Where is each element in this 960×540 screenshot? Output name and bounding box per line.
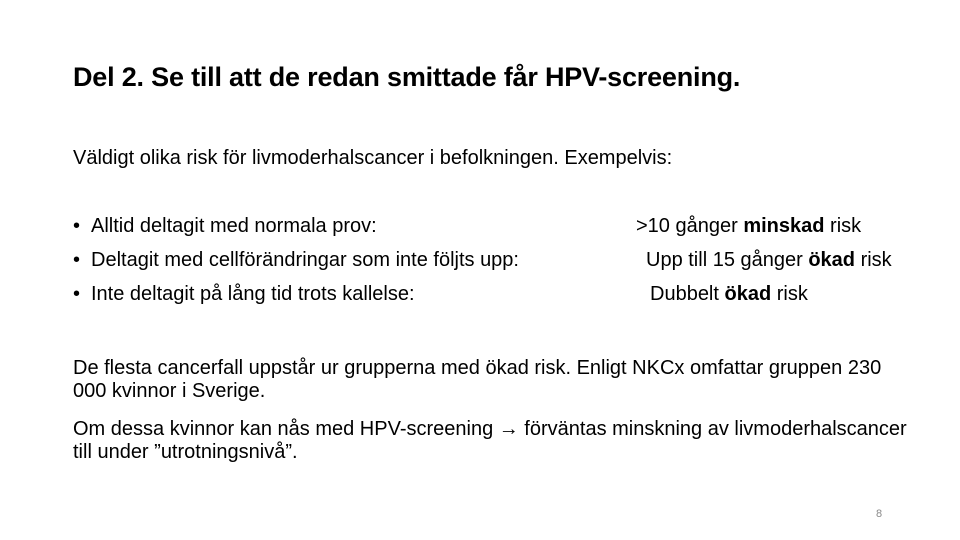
list-item xyxy=(73,283,953,317)
risk-prefix: Upp till 15 gånger xyxy=(646,249,809,271)
risk-value xyxy=(650,283,808,306)
risk-emphasis: minskad xyxy=(743,215,825,237)
list-item xyxy=(73,249,953,283)
paragraph-risk-groups: De flesta cancerfall uppstår ur grupperna med ökad risk. Enligt NKCx omfattar gruppen 230 000 kvinnor i Sverige. xyxy=(73,357,882,402)
risk-prefix: >10 gånger xyxy=(636,215,744,237)
risk-value xyxy=(646,249,892,272)
risk-prefix: Dubbelt xyxy=(650,283,725,305)
risk-value xyxy=(636,215,861,238)
risk-emphasis: ökad xyxy=(724,283,772,305)
bullet-list xyxy=(73,215,953,317)
risk-suffix: risk xyxy=(824,215,862,237)
bullet-icon: • xyxy=(73,249,81,271)
risk-suffix: risk xyxy=(855,249,892,271)
page-number: 8 xyxy=(876,508,883,520)
risk-emphasis: ökad xyxy=(808,249,856,271)
risk-suffix: risk xyxy=(771,283,808,305)
bullet-label: Alltid deltagit med normala prov: xyxy=(91,215,377,237)
intro-text: Väldigt olika risk för livmoderhalscancer i befolkningen. Exempelvis: xyxy=(73,147,673,169)
paragraph-screening-outcome: Om dessa kvinnor kan nås med HPV-screening → förväntas minskning av livmoderhalscancer till under ”utrotningsnivå”. xyxy=(73,418,907,463)
bullet-label: Deltagit med cellförändringar som inte följts upp: xyxy=(91,249,519,271)
bullet-label: Inte deltagit på lång tid trots kallelse: xyxy=(91,283,415,305)
list-item xyxy=(73,215,953,249)
bullet-icon: • xyxy=(73,283,81,305)
bullet-icon: • xyxy=(73,215,81,237)
slide-title: Del 2. Se till att de redan smittade får HPV-screening. xyxy=(73,62,741,92)
